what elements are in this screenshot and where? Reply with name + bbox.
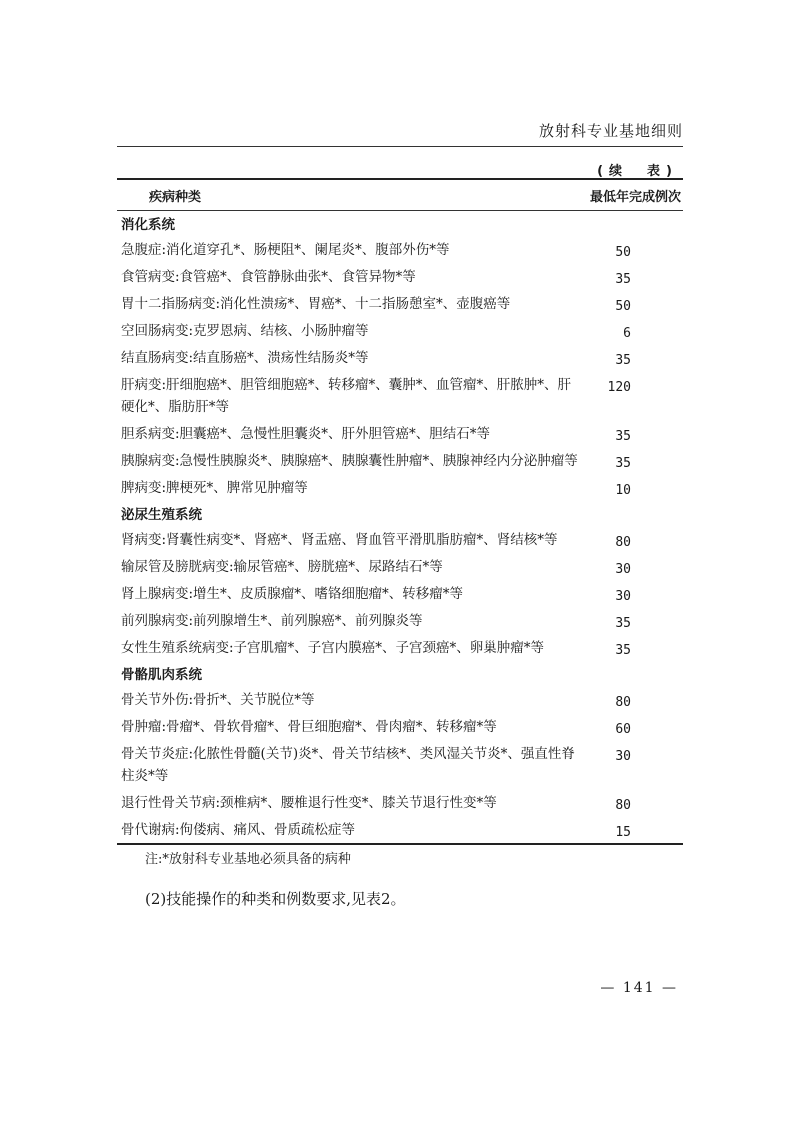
count-cell: 6 (623, 326, 631, 341)
count-cell: 80 (615, 695, 631, 710)
count-cell: 50 (615, 245, 631, 260)
disease-cell: 输尿管及膀胱病变:输尿管癌*、膀胱癌*、尿路结石*等 (121, 559, 443, 575)
disease-cell: 急腹症:消化道穿孔*、肠梗阻*、阑尾炎*、腹部外伤*等 (121, 242, 450, 258)
continued-label: (续 表) (597, 164, 678, 179)
category-heading: 消化系统 (121, 217, 175, 233)
table-row (117, 686, 683, 713)
header-rule (117, 146, 683, 147)
column-header-count: 最低年完成例次 (589, 189, 681, 205)
table-header (117, 180, 683, 211)
disease-cell: 脾病变:脾梗死*、脾常见肿瘤等 (121, 480, 308, 496)
count-cell: 80 (615, 798, 631, 813)
category-heading: 泌尿生殖系统 (121, 507, 202, 523)
table-row (117, 447, 683, 474)
count-cell: 10 (615, 483, 631, 498)
table-row (117, 816, 683, 843)
count-cell: 120 (607, 380, 631, 395)
body-paragraph: (2)技能操作的种类和例数要求,见表2。 (145, 890, 406, 908)
disease-table (117, 178, 683, 845)
disease-cell: 食管病变:食管癌*、食管静脉曲张*、食管异物*等 (121, 269, 416, 285)
table-row (117, 317, 683, 344)
disease-cell: 胃十二指肠病变:消化性溃疡*、胃癌*、十二指肠憩室*、壶腹癌等 (121, 296, 511, 312)
table-row (117, 526, 683, 553)
table-row (117, 553, 683, 580)
table-row (117, 634, 683, 661)
footnote: 注:*放射科专业基地必须具备的病种 (145, 852, 351, 867)
disease-cell: 肾病变:肾囊性病变*、肾癌*、肾盂癌、肾血管平滑肌脂肪瘤*、肾结核*等 (121, 532, 558, 548)
table-row (117, 580, 683, 607)
disease-cell: 女性生殖系统病变:子宫肌瘤*、子宫内膜癌*、子宫颈癌*、卵巢肿瘤*等 (121, 640, 545, 656)
disease-cell: 结直肠病变:结直肠癌*、溃疡性结肠炎*等 (121, 350, 369, 366)
category-heading: 骨骼肌肉系统 (121, 667, 202, 683)
count-cell: 35 (615, 429, 631, 444)
count-cell: 80 (615, 535, 631, 550)
table-row (117, 789, 683, 816)
disease-cell: 胰腺病变:急慢性胰腺炎*、胰腺癌*、胰腺囊性肿瘤*、胰腺神经内分泌肿瘤等 (121, 453, 578, 469)
table-body (117, 214, 683, 843)
disease-cell: 骨关节炎症:化脓性骨髓(关节)炎*、骨关节结核*、类风湿关节炎*、强直性脊柱炎*等 (121, 746, 575, 784)
table-row (117, 236, 683, 263)
disease-cell: 空回肠病变:克罗恩病、结核、小肠肿瘤等 (121, 323, 369, 339)
column-header-disease: 疾病种类 (149, 189, 202, 205)
running-header: 放射科专业基地细则 (538, 122, 683, 140)
count-cell: 50 (615, 299, 631, 314)
table-row (117, 290, 683, 317)
table-row (117, 371, 683, 420)
disease-cell: 骨肿瘤:骨瘤*、骨软骨瘤*、骨巨细胞瘤*、骨肉瘤*、转移瘤*等 (121, 719, 497, 735)
count-cell: 30 (615, 589, 631, 604)
disease-cell: 退行性骨关节病:颈椎病*、腰椎退行性变*、膝关节退行性变*等 (121, 795, 497, 811)
count-cell: 35 (615, 616, 631, 631)
table-row (117, 740, 683, 789)
disease-cell: 肝病变:肝细胞癌*、胆管细胞癌*、转移瘤*、囊肿*、血管瘤*、肝脓肿*、肝硬化*、脂肪肝*等 (121, 377, 572, 415)
count-cell: 15 (615, 825, 631, 840)
page-number: — 141 — (600, 980, 678, 996)
table-row (117, 420, 683, 447)
table-row (117, 344, 683, 371)
disease-cell: 前列腺病变:前列腺增生*、前列腺癌*、前列腺炎等 (121, 613, 423, 629)
disease-cell: 骨关节外伤:骨折*、关节脱位*等 (121, 692, 315, 708)
table-row (117, 263, 683, 290)
count-cell: 35 (615, 353, 631, 368)
table-row (117, 713, 683, 740)
table-row (117, 607, 683, 634)
count-cell: 35 (615, 456, 631, 471)
disease-cell: 骨代谢病:佝偻病、痛风、骨质疏松症等 (121, 822, 356, 838)
disease-cell: 胆系病变:胆囊癌*、急慢性胆囊炎*、肝外胆管癌*、胆结石*等 (121, 426, 491, 442)
count-cell: 30 (615, 749, 631, 764)
count-cell: 35 (615, 272, 631, 287)
table-row (117, 474, 683, 501)
disease-cell: 肾上腺病变:增生*、皮质腺瘤*、嗜铬细胞瘤*、转移瘤*等 (121, 586, 464, 602)
count-cell: 35 (615, 643, 631, 658)
count-cell: 60 (615, 722, 631, 737)
count-cell: 30 (615, 562, 631, 577)
